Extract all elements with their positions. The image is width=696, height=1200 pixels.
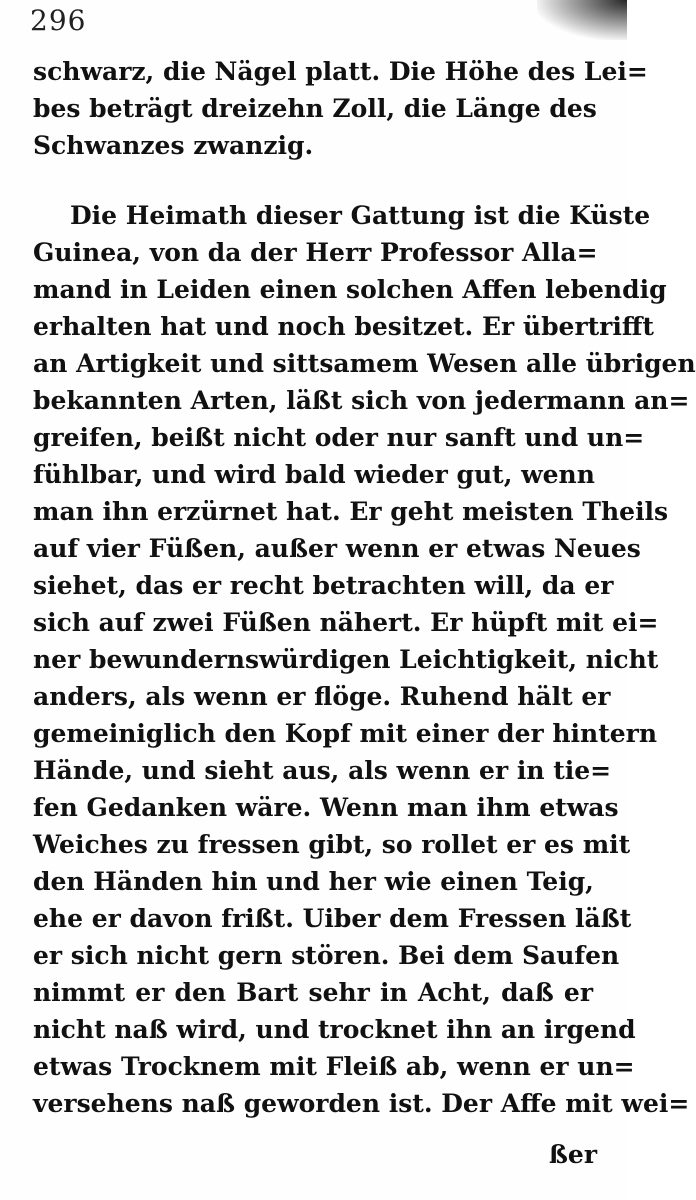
text-line: ehe er davon frißt. Uiber dem Fressen läßt — [33, 904, 632, 933]
text-line: den Händen hin und her wie einen Teig, — [33, 867, 594, 896]
text-line: versehens naß geworden ist. Der Affe mit wei= — [33, 1089, 690, 1118]
text-line: Guinea, von da der Herr Professor Alla= — [33, 238, 598, 267]
text-line: anders, als wenn er flöge. Ruhend hält er — [33, 682, 611, 711]
text-line: siehet, das er recht betrachten will, da er — [33, 571, 614, 600]
text-line: gemeiniglich den Kopf mit einer der hintern — [33, 719, 658, 748]
text-line: Hände, und sieht aus, als wenn er in tie= — [33, 756, 612, 785]
text-line: bes beträgt dreizehn Zoll, die Länge des — [33, 94, 597, 123]
text-line: man ihn erzürnet hat. Er geht meisten Theils — [33, 497, 669, 526]
catchword: ßer — [548, 1140, 597, 1169]
text-line: etwas Trocknem mit Fleiß ab, wenn er un= — [33, 1052, 635, 1081]
text-line: er sich nicht gern stören. Bei dem Saufen — [33, 941, 620, 970]
text-line: ner bewundernswürdigen Leichtigkeit, nicht — [33, 645, 659, 674]
text-line: bekannten Arten, läßt sich von jedermann an= — [33, 386, 690, 415]
page-edge-shadow — [537, 0, 627, 40]
text-line: Schwanzes zwanzig. — [33, 131, 314, 160]
text-line: mand in Leiden einen solchen Affen lebendig — [33, 275, 667, 304]
text-line: an Artigkeit und sittsamem Wesen alle übrigen — [33, 349, 696, 378]
text-line: greifen, beißt nicht oder nur sanft und un= — [33, 423, 645, 452]
text-line: fen Gedanken wäre. Wenn man ihm etwas — [33, 793, 619, 822]
text-line: erhalten hat und noch besitzet. Er übertrifft — [33, 312, 654, 341]
text-line: fühlbar, und wird bald wieder gut, wenn — [33, 460, 595, 489]
text-line: schwarz, die Nägel platt. Die Höhe des Lei= — [33, 57, 648, 86]
text-line: auf vier Füßen, außer wenn er etwas Neues — [33, 534, 641, 563]
page-number: 296 — [30, 4, 87, 37]
text-line: Die Heimath dieser Gattung ist die Küste — [70, 201, 651, 230]
text-line: Weiches zu fressen gibt, so rollet er es mit — [33, 830, 631, 859]
text-line: nimmt er den Bart sehr in Acht, daß er — [33, 978, 593, 1007]
text-line: sich auf zwei Füßen nähert. Er hüpft mit ei= — [33, 608, 659, 637]
text-line: nicht naß wird, und trocknet ihn an irgend — [33, 1015, 636, 1044]
